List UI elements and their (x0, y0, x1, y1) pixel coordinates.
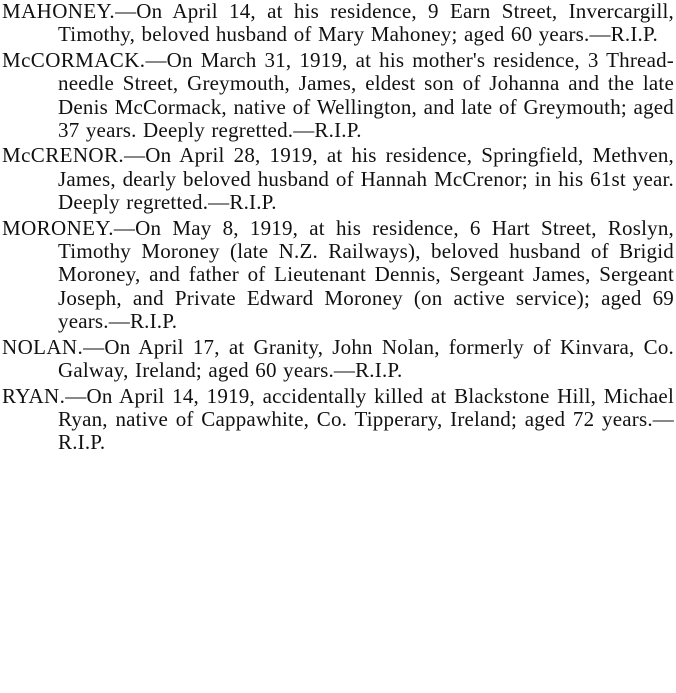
notice-text: —On April 14, at his residence, 9 Earn Street, Invercargill, Timothy, beloved husband of Mary Mahoney; aged 60 years.—R.I.P. (58, 0, 674, 47)
death-notices-column (2, 0, 674, 457)
notice-surname: McCRENOR. (2, 143, 125, 168)
notice-mccormack (2, 49, 674, 143)
notice-surname: MAHONEY. (2, 0, 116, 23)
notice-text: —On May 8, 1919, at his residence, 6 Hart Street, Roslyn, Timothy Moroney (late N.Z. Railways), beloved husband of Brigid Moroney, and father of Lieutenant Dennis, Sergeant James, Sergeant Joseph, and Private Edward Moroney (on active service); aged 69 years.—R.I.P. (58, 215, 674, 334)
notice-text: —On March 31, 1919, at his mother's residence, 3 Thread-needle Street, Greymouth, James, eldest son of Johanna and the late Denis McCormack, native of Wellington, and late of Greymouth; aged 37 years. Deeply regretted.—R.I.P. (58, 47, 674, 143)
notice-text: —On April 17, at Granity, John Nolan, formerly of Kinvara, Co. Galway, Ireland; aged 60 years.—R.I.P. (58, 334, 674, 383)
notice-surname: RYAN. (2, 383, 66, 408)
notice-text: —On April 14, 1919, accidentally killed at Blackstone Hill, Michael Ryan, native of Cappawhite, Co. Tipperary, Ireland; aged 72 years.—R.I.P. (58, 383, 674, 455)
notice-moroney (2, 217, 674, 334)
notice-mahoney (2, 0, 674, 47)
notice-ryan (2, 385, 674, 455)
notice-surname: McCORMACK. (2, 47, 146, 72)
notice-text: —On April 28, 1919, at his residence, Springfield, Methven, James, dearly beloved husband of Hannah McCrenor; in his 61st year. Deeply regretted.—R.I.P. (58, 143, 674, 215)
notice-surname: MORONEY. (2, 215, 114, 240)
notice-nolan (2, 336, 674, 383)
notice-surname: NOLAN. (2, 334, 84, 359)
notice-mccrenor (2, 144, 674, 214)
